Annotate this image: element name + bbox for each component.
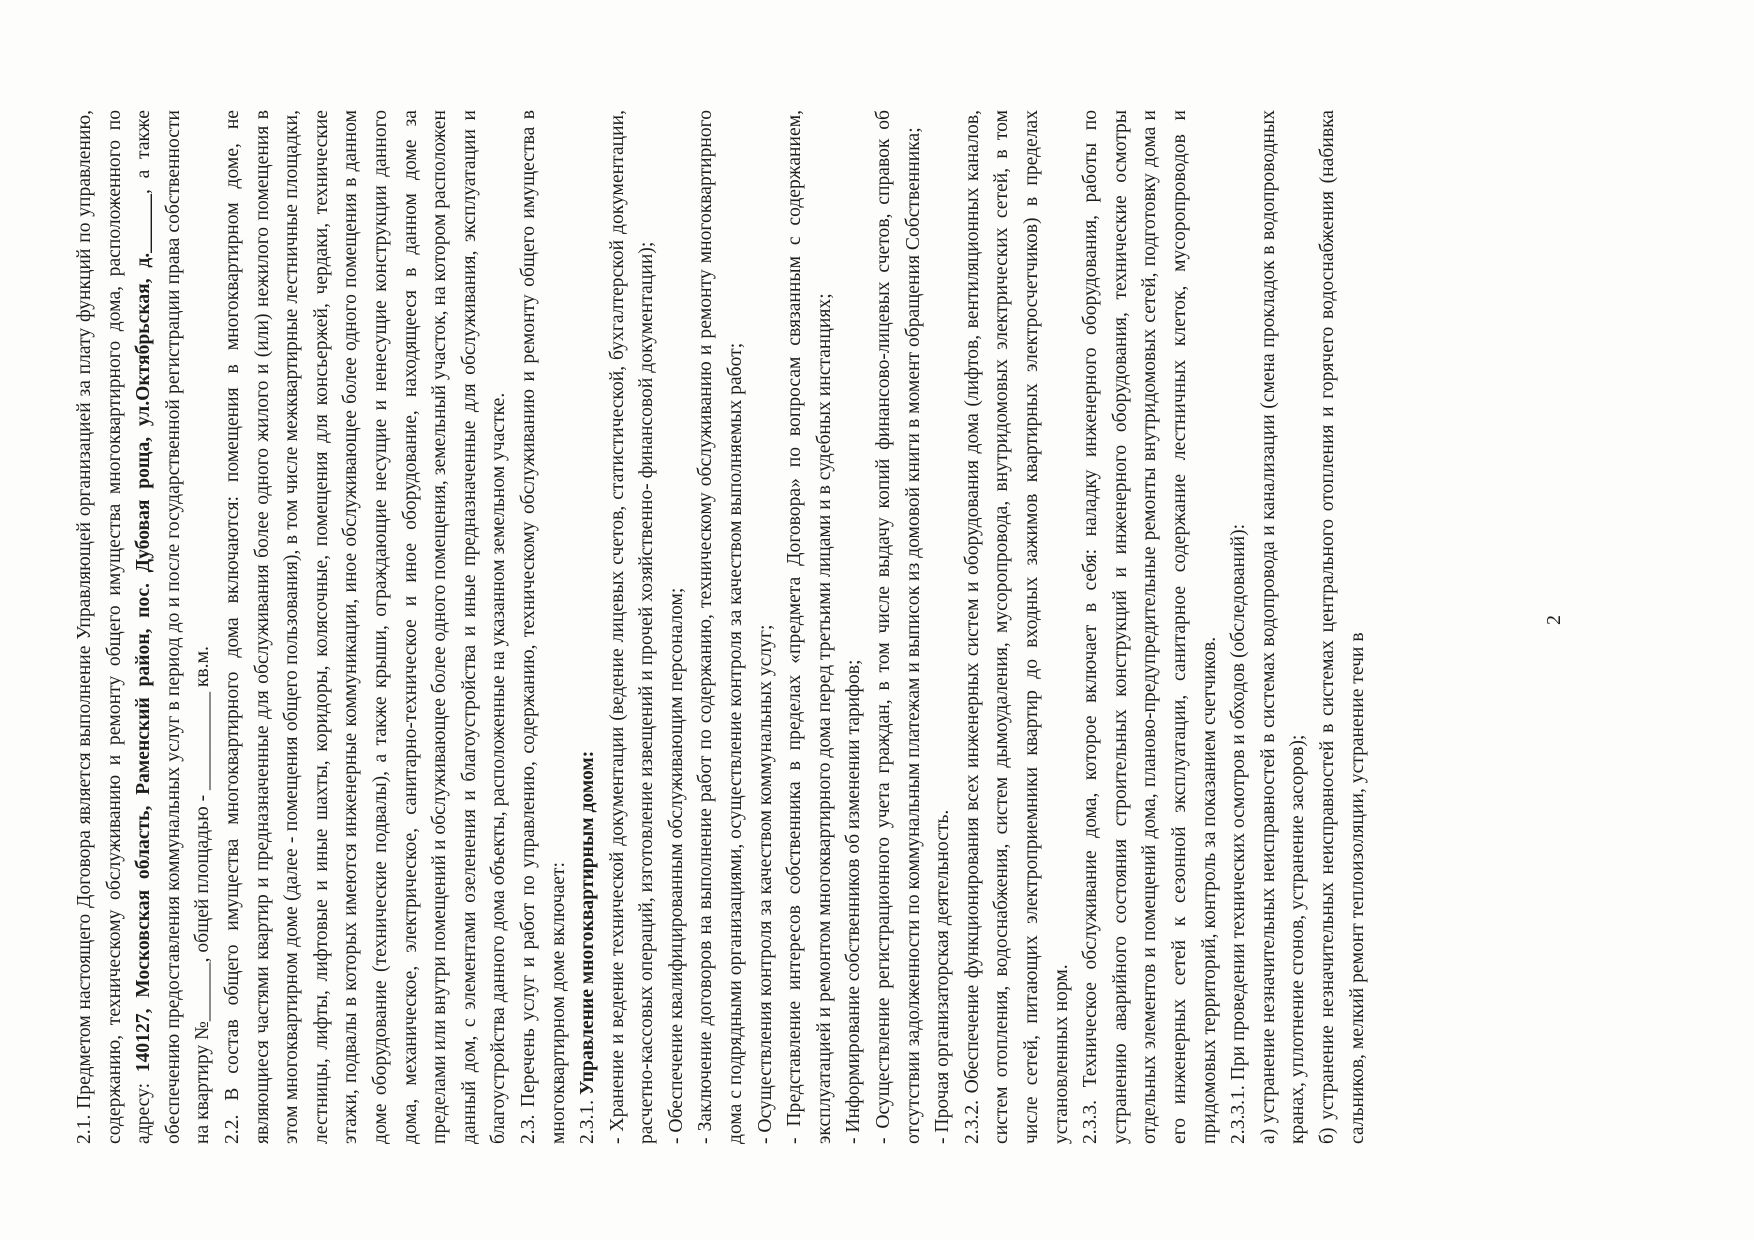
text-run: - Осуществление регистрационного учета граждан, в том числе выдачу копий финансово-лицевых счетов, справок об отсутствии задолженности по коммунальным платежам и выписок из домовой книги в момент обращения Собственника; [873,110,924,1144]
text-run: 2.3.2. Обеспечение функционирования всех инженерных систем и оборудования дома (лифтов, вентиляционных каналов, систем отопления, водоснабжения, систем дымоудаления, мусоропровода, внутридомовых электрических сетей, в том числе сетей, питающих электроприемники квартир до входных зажимов квартирных электросчетчиков) в пределах установленных норм. [961,110,1072,1144]
paragraph-p-a [1254,110,1313,1144]
paragraph-p-l2 [662,110,692,1144]
page-number: 2 [1543,615,1565,625]
paragraph-p-b [1313,110,1372,1144]
bold-text: 140127, Московская область, Раменский район, пос. Дубовая роща, ул.Октябрьская, д.______ [133,194,155,1073]
paragraph-p2-3-1 [573,110,603,1144]
text-run: 2.3.3.1. При проведении технических осмотров и обходов (обследований): [1228,523,1250,1144]
text-run: , а также обеспечению предоставления коммунальных услуг в период до и после государственной регистрации права собственности на квартиру №______, общей площадью - __________ кв.м. [133,109,214,1144]
paragraph-p2-3-3 [1076,110,1224,1144]
paragraph-p-l8 [928,110,958,1144]
text-run: - Обеспечение квалифицированным обслуживающим персоналом; [665,587,687,1144]
text-run: 2.1. Предметом настоящего Договора является выполнение Управляющей организацией за плату функций по управлению, содержанию, техническому обслуживанию и ремонту общего имущества многоквартирного дома, расположенного по адресу: [74,110,155,1144]
text-run: - Хранение и ведение технической документации (ведение лицевых счетов, статистической, бухгалтерской документации, расчетно-кассовых операций, изготовление извещений и прочей хозяйственно- финансовой документации); [606,110,658,1144]
text-run: - Информирование собственников об изменении тарифов; [843,659,865,1144]
paragraph-p-l7 [869,110,928,1144]
text-run: - Представление интересов собственника в пределах «предмета Договора» по вопросам связанным с содержанием, эксплуатацией и ремонтом многоквартирного дома перед третьими лицами и в судебных инстанциях; [784,110,835,1144]
paragraph-p2-1 [70,110,218,1144]
text-run: - Осуществления контроля за качеством коммунальных услуг; [754,624,776,1144]
text-run: 2.3. Перечень услуг и работ по управлению, содержанию, техническому обслуживанию и ремонту общего имущества в многоквартирном доме включает: [517,110,569,1144]
bold-text: Управление многоквартирным домом: [577,750,599,1096]
paragraph-p-l1 [603,110,662,1144]
paragraph-p2-2 [218,110,514,1144]
paragraph-p-l6 [839,110,869,1144]
text-run: - Заключение договоров на выполнение работ по содержанию, техническому обслуживанию и ремонту многоквартирного дома с подрядными организациями, осуществление контроля за качеством выполняемых работ; [695,110,747,1144]
text-run: б) устранение незначительных неисправностей в системах центрального отопления и горячего водоснабжения (набивка сальников, мелкий ремонт теплоизоляции, устранение течи в [1316,110,1368,1144]
paragraph-p2-3 [514,110,573,1144]
text-run: 2.3.3. Техническое обслуживание дома, которое включает в себя: наладку инженерного оборудования, работы по устранению аварийного состояния строительных конструкций и инженерного оборудования, технические осмотры отдельных элементов и помещений дома, планово-предупредительные ремонты внутридомовых сетей, подготовку дома и его инженерных сетей к сезонной эксплуатации, санитарное содержание лестничных клеток, мусоропроводов и придомовых территорий, контроль за показанием счетчиков. [1080,110,1220,1144]
text-run: - Прочая организаторская деятельность. [932,809,954,1144]
text-run: а) устранение незначительных неисправностей в системах водопровода и канализации (смена прокладок в водопроводных кранах, уплотнение сгонов, устранение засоров); [1257,110,1309,1144]
document-body [70,110,1372,1144]
paragraph-p-l3 [691,110,750,1144]
paragraph-p-l4 [751,110,781,1144]
paragraph-p-l5 [780,110,839,1144]
text-run: 2.2. В состав общего имущества многоквартирного дома включаются: помещения в многоквартирном доме, не являющиеся частями квартир и предназначенные для обслуживания более одного жилого и (или) нежилого помещения в этом многоквартирном доме (далее - помещения общего пользования), в том числе межквартирные лестничные площадки, лестницы, лифты, лифтовые и иные шахты, коридоры, колясочные, помещения для консьержей, чердаки, технические этажи, подвалы в которых имеются инженерные коммуникации, иное обслуживающее более одного помещения в данном доме оборудование (технические подвалы), а также крыши, ограждающие несущие и ненесущие конструкции данного дома, механическое, электрическое, санитарно-техническое и иное оборудование, находящееся в данном доме за пределами или внутри помещений и обслуживающее более одного помещения, земельный участок, на котором расположен данный дом, с элементами озеленения и благоустройства и иные предназначенные для обслуживания, эксплуатации и благоустройства данного дома объекты, расположенные на указанном земельном участке. [221,110,510,1144]
text-run: 2.3.1. [577,1095,599,1144]
paragraph-p2-3-2 [958,110,1076,1144]
paragraph-p2-3-3-1 [1224,110,1254,1144]
